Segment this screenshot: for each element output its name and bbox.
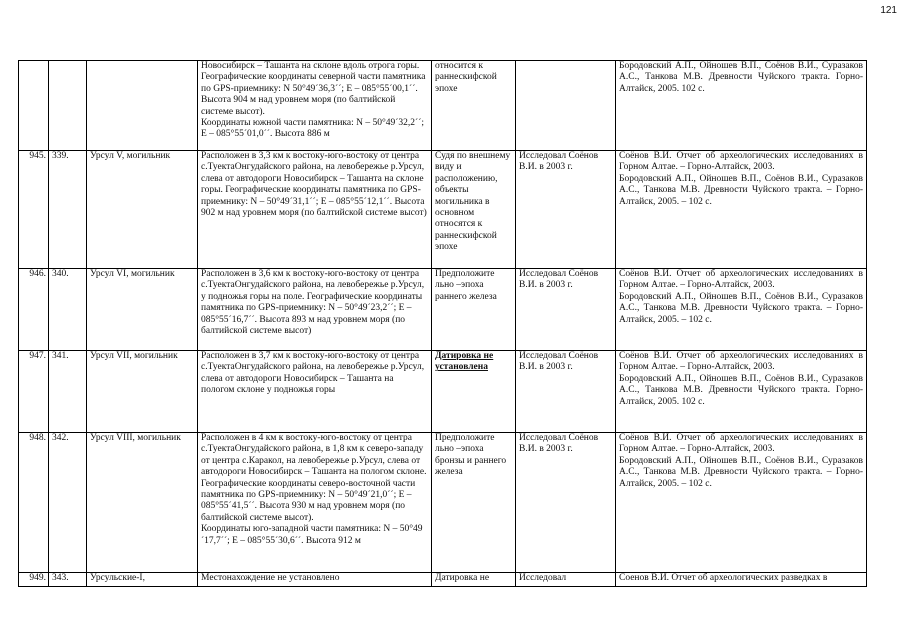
row-number-cell: 946.	[19, 269, 49, 351]
location-paragraph: Расположен в 3,6 км к востоку-юго-востоку от центра с.ТуектаОнгудайского района, на левобережье р.Урсул, у подножья горы на поле. Географические координаты памятника по GPS-приемнику: N – 50°49´23,2´´; E – 085°55´16,7´´. Высота 893 м над уровнем моря (по балтийской системе высот)	[201, 269, 425, 337]
location-paragraph: Координаты юго-западной части памятника: N – 50°49´17,7´´; E – 085°55´30,6´´. Высота 912 м	[201, 524, 423, 546]
table-row	[19, 573, 867, 587]
sources-cell	[616, 151, 867, 269]
location-paragraph: Расположен в 3,7 км к востоку-юго-востоку от центра с.ТуектаОнгудайского района, на левобережье р.Урсул, слева от автодороги Новосибирск – Ташанта на пологом склоне у подножья горы	[201, 351, 425, 396]
table-row	[19, 269, 867, 351]
table-row	[19, 433, 867, 573]
location-cell	[198, 61, 432, 151]
source-reference: Бородовский А.П., Ойношев В.П., Соёнов В.И., Суразаков А.С., Танкова М.В. Древности Чуйского тракта. – Горно-Алтайск, 2005. – 102 с.	[619, 455, 863, 489]
source-reference: Соёнов В.И. Отчет об археологических исследованиях в Горном Алтае. – Горно-Алтайск, 2003.	[619, 351, 863, 373]
location-paragraph: Расположен в 4 км к востоку-юго-востоку от центра с.ТуектаОнгудайского района, в 1,8 км к северо-западу от центра с.Каракол, на левобережье р.Урсул, слева от автодороги Новосибирск – Ташанта на пологом склоне. Географические координаты северо-восточной части памятника по GPS-приемнику: N – 50°49´21,0´´; E – 085°55´41,5´´. Высота 930 м над уровнем моря (по балтийской системе высот).	[201, 433, 427, 523]
monument-name-cell: Урсул VI, могильник	[87, 269, 198, 351]
source-reference: Бородовский А.П., Ойношев В.П., Соёнов В.И., Суразаков А.С., Танкова М.В. Древности Чуйского тракта. Горно-Алтайск, 2005. 102 с.	[619, 61, 863, 94]
location-paragraph: Местонахождение не установлено	[201, 573, 340, 583]
dating-text: Датировка не	[435, 573, 490, 583]
location-paragraph: Координаты южной части памятника: N – 50°49´32,2´´; E – 085°55´01,0´´. Высота 886 м	[201, 118, 425, 140]
monument-name-cell	[87, 61, 198, 151]
dating-cell	[432, 151, 516, 269]
row-number-cell: 947.	[19, 351, 49, 433]
registry-number-cell: 339.	[49, 151, 87, 269]
table-row	[19, 351, 867, 433]
researcher-cell	[516, 61, 616, 151]
location-cell	[198, 573, 432, 587]
location-paragraph: Расположен в 3,3 км к востоку-юго-востоку от центра с.ТуектаОнгудайского района, на левобережье р.Урсул, слева от автодороги Новосибирск – Ташанта на склоне горы. Географические координаты памятника по GPS-приемнику: N – 50°49´31,1´´; E – 085°55´12,1´´. Высота 902 м над уровнем моря (по балтийской системе высот)	[201, 151, 427, 219]
source-reference: Соёнов В.И. Отчет об археологических исследованиях в Горном Алтае. – Горно-Алтайск, 2003.	[619, 433, 863, 455]
location-cell	[198, 151, 432, 269]
researcher-cell: Исследовал Соёнов В.И. в 2003 г.	[516, 351, 616, 433]
dating-cell	[432, 433, 516, 573]
researcher-cell: Исследовал Соёнов В.И. в 2003 г.	[516, 269, 616, 351]
registry-number-cell: 343.	[49, 573, 87, 587]
registry-number-cell	[49, 61, 87, 151]
source-reference: Бородовский А.П., Ойношев В.П., Соёнов В.И., Суразаков А.С., Танкова М.В. Древности Чуйского тракта. – Горно-Алтайск, 2005. – 102 с.	[619, 291, 863, 325]
monument-name-cell: Урсульские-I,	[87, 573, 198, 587]
monuments-table	[18, 60, 867, 587]
location-cell	[198, 433, 432, 573]
monument-name-cell: Урсул VII, могильник	[87, 351, 198, 433]
location-cell	[198, 351, 432, 433]
monument-name-cell: Урсул V, могильник	[87, 151, 198, 269]
registry-number-cell: 340.	[49, 269, 87, 351]
dating-cell	[432, 269, 516, 351]
location-paragraph: Новосибирск – Ташанта на склоне вдоль отрога горы. Географические координаты северной части памятника по GPS-приемнику: N 50°49´36,3´´; E – 085°55´00,1´´. Высота 904 м над уровнем моря (по балтийской системе высот).	[201, 61, 426, 117]
source-reference: Бородовский А.П., Ойношев В.П., Соёнов В.И., Суразаков А.С., Танкова М.В. Древности Чуйского тракта. Горно-Алтайск, 2005. 102 с.	[619, 373, 863, 407]
monument-name-cell: Урсул VIII, могильник	[87, 433, 198, 573]
registry-number-cell: 342.	[49, 433, 87, 573]
dating-text: Судя по внешнему виду и расположению, объекты могильника в основном относятся к раннескифской эпохе	[435, 151, 511, 253]
researcher-cell: Исследовал Соёнов В.И. в 2003 г.	[516, 151, 616, 269]
source-reference: Бородовский А.П., Ойношев В.П., Соёнов В.И., Суразаков А.С., Танкова М.В. Древности Чуйского тракта. – Горно-Алтайск, 2005. – 102 с.	[619, 173, 863, 207]
source-reference: Соёнов В.И. Отчет об археологических исследованиях в Горном Алтае. – Горно-Алтайск, 2003.	[619, 269, 863, 291]
dating-cell	[432, 61, 516, 151]
researcher-cell: Исследовал Соёнов В.И. в 2003 г.	[516, 433, 616, 573]
dating-text: Предположите льно –эпоха бронзы и раннего железа	[435, 433, 507, 478]
researcher-cell: Исследовал	[516, 573, 616, 587]
table-row	[19, 61, 867, 151]
row-number-cell: 948.	[19, 433, 49, 573]
source-reference: Соенов В.И. Отчет об археологических разведках в	[619, 573, 828, 583]
row-number-cell	[19, 61, 49, 151]
sources-cell	[616, 351, 867, 433]
dating-text: Датировка не установлена	[435, 351, 494, 373]
dating-cell	[432, 573, 516, 587]
sources-cell	[616, 573, 867, 587]
row-number-cell: 949.	[19, 573, 49, 587]
page-number: 121	[880, 5, 897, 16]
source-reference: Соёнов В.И. Отчет об археологических исследованиях в Горном Алтае. – Горно-Алтайск, 2003.	[619, 151, 863, 173]
dating-text: относится к раннескифской эпохе	[435, 61, 497, 94]
table-row	[19, 151, 867, 269]
dating-text: Предположите льно –эпоха раннего железа	[435, 269, 497, 302]
location-cell	[198, 269, 432, 351]
dating-cell	[432, 351, 516, 433]
sources-cell	[616, 269, 867, 351]
sources-cell	[616, 433, 867, 573]
row-number-cell: 945.	[19, 151, 49, 269]
sources-cell	[616, 61, 867, 151]
registry-number-cell: 341.	[49, 351, 87, 433]
